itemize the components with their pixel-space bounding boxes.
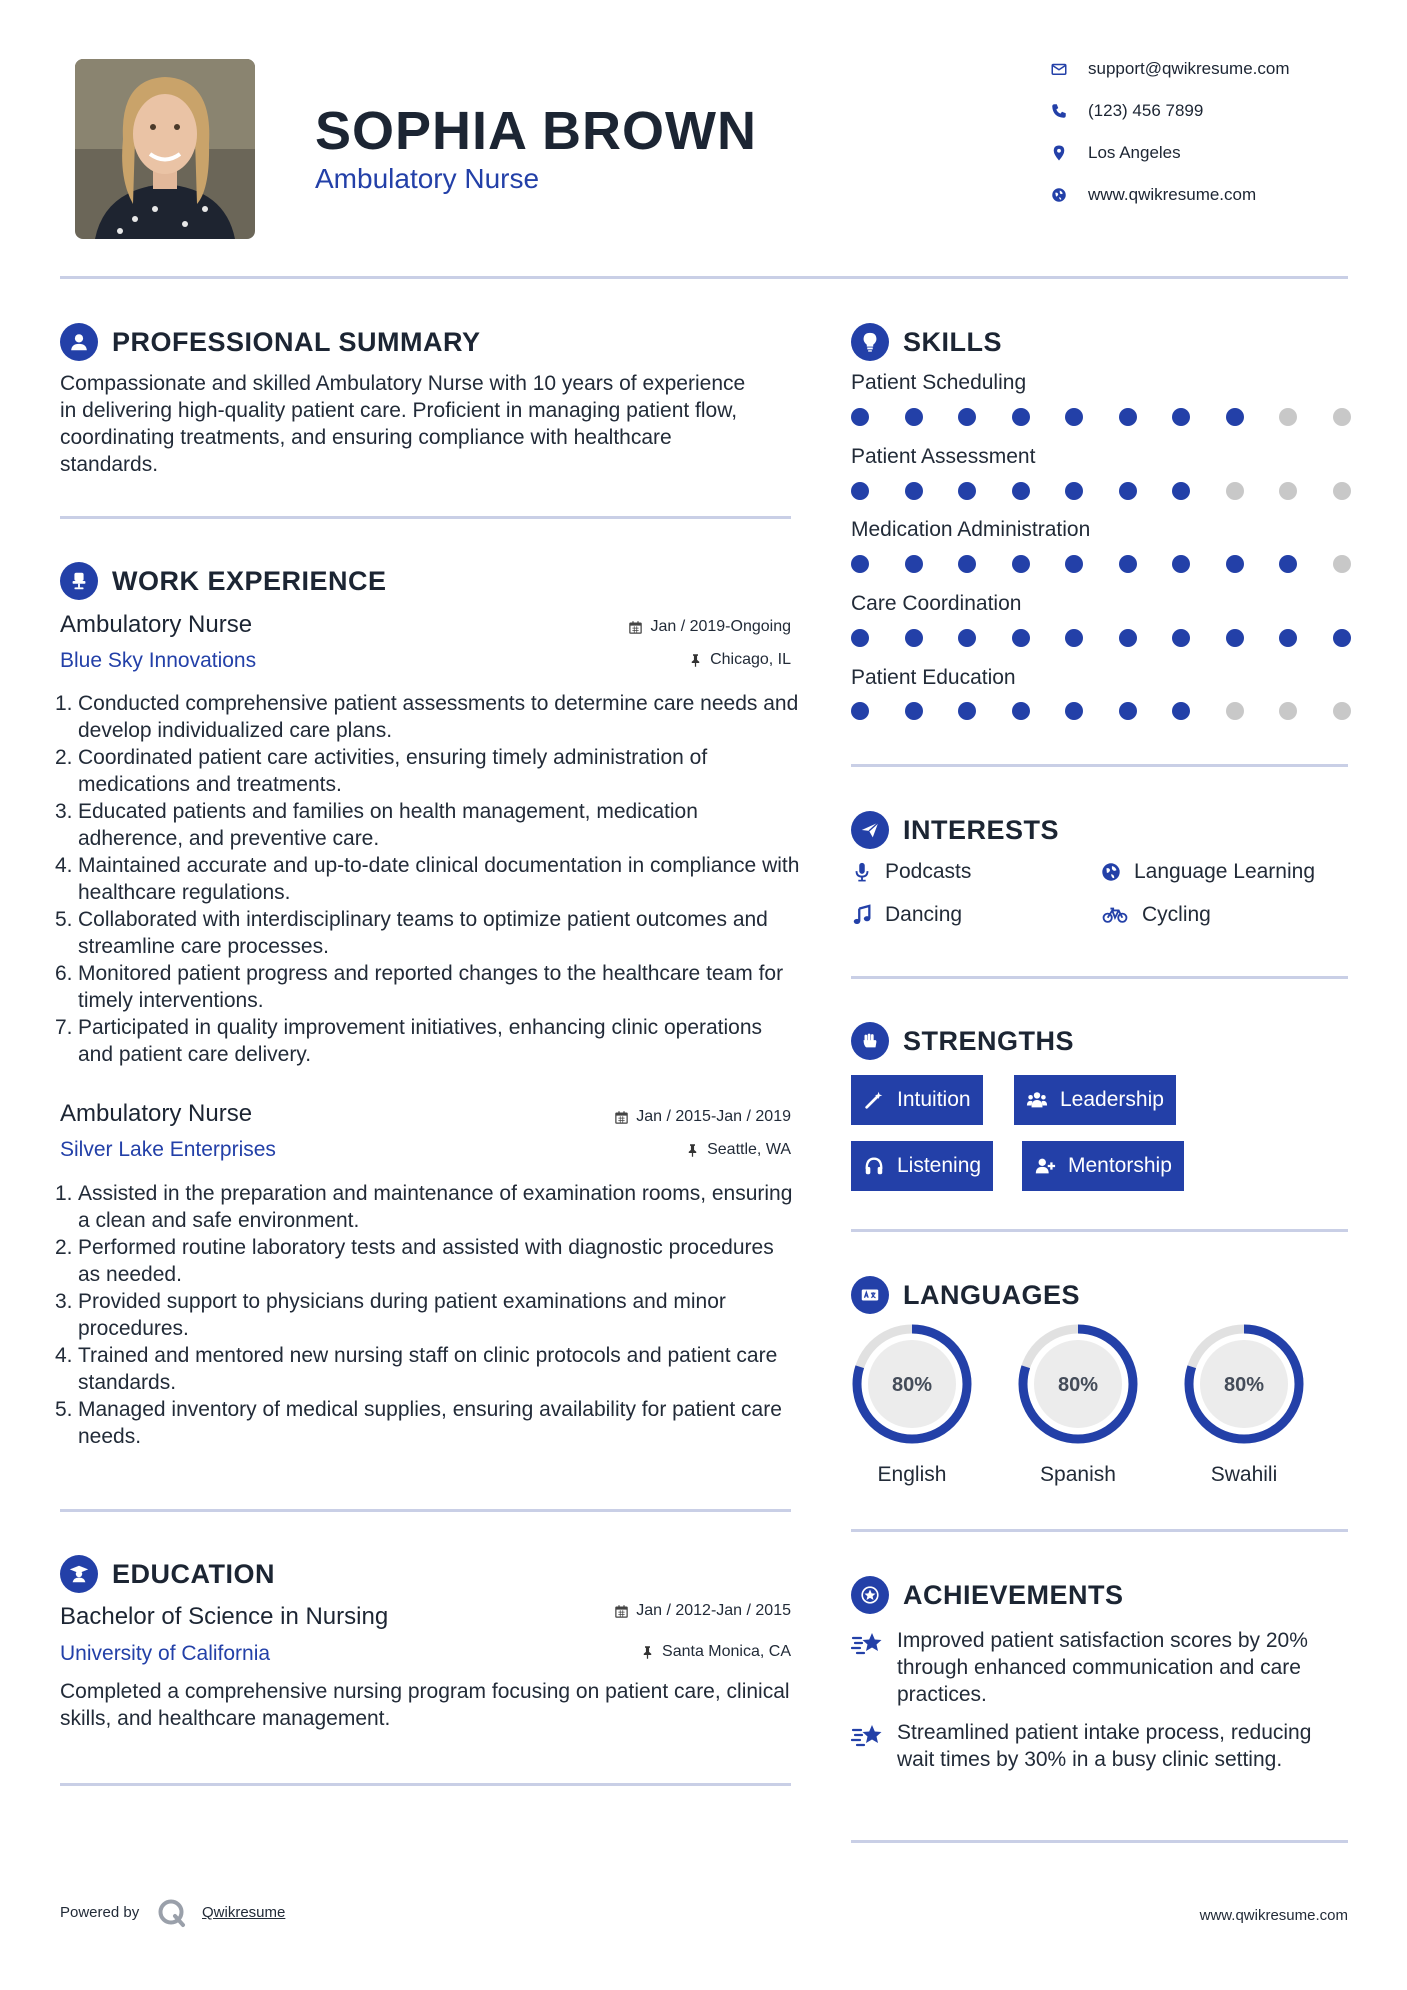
- strength-label: Intuition: [897, 1088, 971, 1111]
- interests-divider: [851, 976, 1348, 979]
- job-1-location-text: Chicago, IL: [710, 651, 791, 668]
- skill-dot-filled: [1119, 629, 1137, 647]
- achievement-item: [851, 1627, 1351, 1708]
- skill-dot-filled: [1279, 629, 1297, 647]
- skill-dot-filled: [1012, 702, 1030, 720]
- skill-dot-empty: [1279, 408, 1297, 426]
- duty-text: Managed inventory of medical supplies, ensuring availability for patient care needs.: [78, 1398, 782, 1448]
- interest-label: Cycling: [1142, 903, 1211, 926]
- skill-dot-filled: [905, 702, 923, 720]
- languages-title: LANGUAGES: [903, 1279, 1081, 1310]
- header-divider: [60, 276, 1348, 279]
- skill-dot-filled: [905, 482, 923, 500]
- contact-location: [1050, 139, 1370, 167]
- contact-email[interactable]: [1050, 55, 1370, 83]
- language-name: Spanish: [1040, 1463, 1116, 1486]
- list-number: 1.: [55, 1182, 73, 1205]
- contact-website-text: www.qwikresume.com: [1088, 185, 1257, 204]
- skill-dot-filled: [1065, 408, 1083, 426]
- contact-phone-text: (123) 456 7899: [1088, 101, 1204, 120]
- language-ring: [1016, 1322, 1140, 1446]
- graduate-icon: [60, 1555, 98, 1593]
- map-marker-icon: [1050, 144, 1068, 162]
- achievement-text: Streamlined patient intake process, reducing wait times by 30% in a busy clinic setting.: [897, 1721, 1312, 1771]
- users-icon: [1026, 1089, 1048, 1111]
- skill-dot-filled: [1065, 702, 1083, 720]
- skill-dot-filled: [958, 482, 976, 500]
- skill-rating: [851, 702, 1351, 720]
- strength-badge: [851, 1075, 983, 1125]
- job-2-duties: [55, 1180, 800, 1450]
- skill-dot-filled: [958, 555, 976, 573]
- interest-item: [1100, 860, 1315, 884]
- pushpin-icon: [640, 1645, 655, 1660]
- education-text: Completed a comprehensive nursing program focusing on patient care, clinical skills, and healthcare management.: [60, 1680, 790, 1730]
- duty-text: Maintained accurate and up-to-date clinical documentation in compliance with healthcare regulations.: [78, 854, 800, 904]
- language-percent: 80%: [1223, 1374, 1265, 1396]
- language-item: [1016, 1322, 1140, 1487]
- job-1-company: Blue Sky Innovations: [60, 649, 257, 672]
- language-name: English: [877, 1463, 947, 1486]
- list-item: [55, 1014, 800, 1068]
- skill-rating: [851, 629, 1351, 647]
- education-location-text: Santa Monica, CA: [662, 1643, 791, 1660]
- achievements-title: ACHIEVEMENTS: [903, 1579, 1124, 1610]
- skill-dot-filled: [851, 555, 869, 573]
- magic-wand-icon: [863, 1089, 885, 1111]
- phone-icon: [1050, 102, 1068, 120]
- skill-dot-empty: [1333, 482, 1351, 500]
- interests-header: [851, 811, 1059, 849]
- duty-text: Performed routine laboratory tests and assisted with diagnostic procedures as needed.: [78, 1236, 774, 1286]
- skill-dot-filled: [1119, 555, 1137, 573]
- skill-dot-filled: [1172, 555, 1190, 573]
- duty-text: Collaborated with interdisciplinary teams to optimize patient outcomes and streamline care processes.: [78, 908, 768, 958]
- language-ring: [850, 1322, 974, 1446]
- duty-text: Educated patients and families on health management, medication adherence, and preventive care.: [78, 800, 698, 850]
- duty-text: Conducted comprehensive patient assessments to determine care needs and develop individualized care plans.: [78, 692, 799, 742]
- education-divider: [60, 1783, 791, 1786]
- education-location: [540, 1643, 791, 1661]
- education-dates-text: Jan / 2012-Jan / 2015: [636, 1602, 791, 1619]
- summary-title: PROFESSIONAL SUMMARY: [112, 326, 481, 357]
- skill-name: Patient Scheduling: [851, 371, 1027, 394]
- experience-divider: [60, 1509, 791, 1512]
- strength-label: Leadership: [1060, 1088, 1164, 1111]
- job-1-dates: [540, 618, 791, 636]
- list-number: 6.: [55, 962, 73, 985]
- skill-dot-filled: [1172, 482, 1190, 500]
- skill-dot-filled: [1333, 629, 1351, 647]
- interest-item: [851, 860, 971, 884]
- contact-location-text: Los Angeles: [1088, 143, 1181, 162]
- footer-powered-by: Powered by: [60, 1904, 140, 1921]
- skills-header: [851, 323, 1002, 361]
- fist-icon: [851, 1022, 889, 1060]
- languages-header: [851, 1276, 1080, 1314]
- summary-header: [60, 323, 481, 361]
- candidate-role: Ambulatory Nurse: [315, 163, 540, 194]
- skills-divider: [851, 764, 1348, 767]
- strengths-header: [851, 1022, 1074, 1060]
- skill-dot-empty: [1226, 702, 1244, 720]
- skill-dot-filled: [1012, 482, 1030, 500]
- job-2-location: [540, 1141, 791, 1159]
- list-item: [55, 1234, 800, 1288]
- skill-dot-filled: [958, 629, 976, 647]
- list-item: [55, 1396, 800, 1450]
- calendar-icon: [614, 1604, 629, 1619]
- skill-dot-filled: [1172, 702, 1190, 720]
- education-school: University of California: [60, 1642, 271, 1665]
- strengths-divider: [851, 1229, 1348, 1232]
- music-note-icon: [851, 904, 873, 926]
- skill-dot-filled: [1226, 408, 1244, 426]
- globe-icon: [1050, 186, 1068, 204]
- list-item: [55, 1342, 800, 1396]
- skill-dot-filled: [851, 408, 869, 426]
- skill-rating: [851, 408, 1351, 426]
- list-item: [55, 852, 800, 906]
- job-1-location: [540, 651, 791, 669]
- skill-name: Medication Administration: [851, 518, 1091, 541]
- skill-dot-filled: [1226, 629, 1244, 647]
- contact-phone[interactable]: [1050, 97, 1370, 125]
- skills-title: SKILLS: [903, 326, 1003, 357]
- job-2-dates: [520, 1108, 791, 1126]
- list-number: 4.: [55, 854, 73, 877]
- skill-dot-empty: [1333, 702, 1351, 720]
- bicycle-icon: [1100, 904, 1130, 926]
- list-item: [55, 960, 800, 1014]
- experience-header: [60, 562, 387, 600]
- interest-label: Podcasts: [885, 860, 972, 883]
- profile-photo: [75, 59, 255, 239]
- job-2-title: Ambulatory Nurse: [60, 1100, 253, 1127]
- strength-label: Mentorship: [1068, 1154, 1172, 1177]
- footer-site-link[interactable]: www.qwikresume.com: [1199, 1907, 1348, 1924]
- skill-name: Patient Assessment: [851, 445, 1036, 468]
- strength-badge: [1022, 1141, 1184, 1191]
- job-2-company: Silver Lake Enterprises: [60, 1138, 276, 1161]
- language-card-icon: [851, 1276, 889, 1314]
- strength-label: Listening: [897, 1154, 982, 1177]
- skill-dot-empty: [1226, 482, 1244, 500]
- contact-email-text: support@qwikresume.com: [1088, 59, 1290, 78]
- pushpin-icon: [685, 1143, 700, 1158]
- skill-dot-filled: [1012, 555, 1030, 573]
- skill-dot-filled: [905, 408, 923, 426]
- experience-title: WORK EXPERIENCE: [112, 565, 387, 596]
- user-plus-icon: [1034, 1155, 1056, 1177]
- skill-dot-empty: [1333, 408, 1351, 426]
- achievement-text: Improved patient satisfaction scores by 20% through enhanced communication and care practices.: [897, 1629, 1308, 1706]
- strength-badge: [1014, 1075, 1176, 1125]
- lightbulb-icon: [851, 323, 889, 361]
- pushpin-icon: [688, 653, 703, 668]
- achievements-header: [851, 1576, 1124, 1614]
- skill-dot-empty: [1279, 702, 1297, 720]
- skill-dot-filled: [851, 702, 869, 720]
- list-item: [55, 1288, 800, 1342]
- duty-text: Assisted in the preparation and maintenance of examination rooms, ensuring a clean and safe environment.: [78, 1182, 793, 1232]
- skill-dot-filled: [1119, 482, 1137, 500]
- skill-dot-filled: [1279, 555, 1297, 573]
- contact-website[interactable]: [1050, 181, 1370, 209]
- duty-text: Monitored patient progress and reported changes to the healthcare team for timely interventions.: [78, 962, 784, 1012]
- skill-dot-filled: [1119, 702, 1137, 720]
- interest-item: [1100, 903, 1211, 927]
- paper-plane-icon: [851, 811, 889, 849]
- microphone-icon: [851, 861, 873, 883]
- skill-name: Care Coordination: [851, 592, 1022, 615]
- skill-dot-filled: [1226, 555, 1244, 573]
- job-2-location-text: Seattle, WA: [707, 1141, 791, 1158]
- candidate-name: SOPHIA BROWN: [315, 101, 757, 161]
- achievements-divider: [851, 1840, 1348, 1843]
- list-number: 2.: [55, 746, 73, 769]
- list-number: 5.: [55, 1398, 73, 1421]
- language-percent: 80%: [891, 1374, 933, 1396]
- list-number: 2.: [55, 1236, 73, 1259]
- interest-item: [851, 903, 962, 927]
- list-number: 7.: [55, 1016, 73, 1039]
- skill-rating: [851, 482, 1351, 500]
- job-2-dates-text: Jan / 2015-Jan / 2019: [636, 1108, 791, 1125]
- job-1-dates-text: Jan / 2019-Ongoing: [650, 618, 791, 635]
- skill-dot-filled: [1119, 408, 1137, 426]
- language-item: [1182, 1322, 1306, 1487]
- list-number: 1.: [55, 692, 73, 715]
- skill-dot-filled: [1012, 408, 1030, 426]
- calendar-icon: [628, 620, 643, 635]
- skill-dot-filled: [958, 702, 976, 720]
- skill-dot-empty: [1279, 482, 1297, 500]
- list-number: 5.: [55, 908, 73, 931]
- skill-dot-filled: [851, 629, 869, 647]
- strength-badge: [851, 1141, 993, 1191]
- user-icon: [60, 323, 98, 361]
- education-degree: Bachelor of Science in Nursing: [60, 1603, 389, 1630]
- job-1-duties: [55, 690, 800, 1068]
- skill-dot-filled: [1065, 482, 1083, 500]
- skill-dot-filled: [958, 408, 976, 426]
- skill-dot-filled: [851, 482, 869, 500]
- headphones-icon: [863, 1155, 885, 1177]
- shooting-star-icon: [851, 1721, 885, 1751]
- footer-brand-link[interactable]: Qwikresume: [202, 1904, 286, 1921]
- education-header: [60, 1555, 275, 1593]
- skill-dot-filled: [1172, 629, 1190, 647]
- language-ring: [1182, 1322, 1306, 1446]
- duty-text: Coordinated patient care activities, ensuring timely administration of medications and treatments.: [78, 746, 708, 796]
- skill-dot-filled: [1172, 408, 1190, 426]
- strengths-title: STRENGTHS: [903, 1025, 1075, 1056]
- calendar-icon: [614, 1110, 629, 1125]
- skill-dot-filled: [1012, 629, 1030, 647]
- globe-icon: [1100, 861, 1122, 883]
- chair-icon: [60, 562, 98, 600]
- list-number: 3.: [55, 1290, 73, 1313]
- education-title: EDUCATION: [112, 1558, 275, 1589]
- duty-text: Participated in quality improvement initiatives, enhancing clinic operations and patient care delivery.: [78, 1016, 763, 1066]
- language-percent: 80%: [1057, 1374, 1099, 1396]
- interests-title: INTERESTS: [903, 814, 1060, 845]
- skill-dot-empty: [1333, 555, 1351, 573]
- achievement-item: [851, 1719, 1351, 1773]
- summary-text: Compassionate and skilled Ambulatory Nurse with 10 years of experience in delivering high-quality patient care. Proficient in managing patient flow, coordinating treatments, and ensuring compliance with healthcare standards.: [60, 372, 746, 476]
- list-item: [55, 798, 800, 852]
- languages-divider: [851, 1529, 1348, 1532]
- skill-dot-filled: [1065, 555, 1083, 573]
- list-item: [55, 744, 800, 798]
- qwikresume-logo-icon: [157, 1898, 187, 1928]
- summary-divider: [60, 516, 791, 519]
- list-item: [55, 1180, 800, 1234]
- list-number: 4.: [55, 1344, 73, 1367]
- duty-text: Provided support to physicians during patient examinations and minor procedures.: [78, 1290, 726, 1340]
- star-badge-icon: [851, 1576, 889, 1614]
- list-item: [55, 690, 800, 744]
- list-number: 3.: [55, 800, 73, 823]
- duty-text: Trained and mentored new nursing staff on clinic protocols and patient care standards.: [78, 1344, 778, 1394]
- skill-rating: [851, 555, 1351, 573]
- education-dates: [520, 1602, 791, 1620]
- interest-label: Dancing: [885, 903, 963, 926]
- skill-dot-filled: [905, 555, 923, 573]
- skill-name: Patient Education: [851, 666, 1016, 689]
- shooting-star-icon: [851, 1629, 885, 1659]
- envelope-icon: [1050, 60, 1068, 78]
- list-item: [55, 906, 800, 960]
- job-1-title: Ambulatory Nurse: [60, 611, 253, 638]
- interest-label: Language Learning: [1134, 860, 1316, 883]
- skill-dot-filled: [1065, 629, 1083, 647]
- skill-dot-filled: [905, 629, 923, 647]
- language-item: [850, 1322, 974, 1487]
- language-name: Swahili: [1210, 1463, 1278, 1486]
